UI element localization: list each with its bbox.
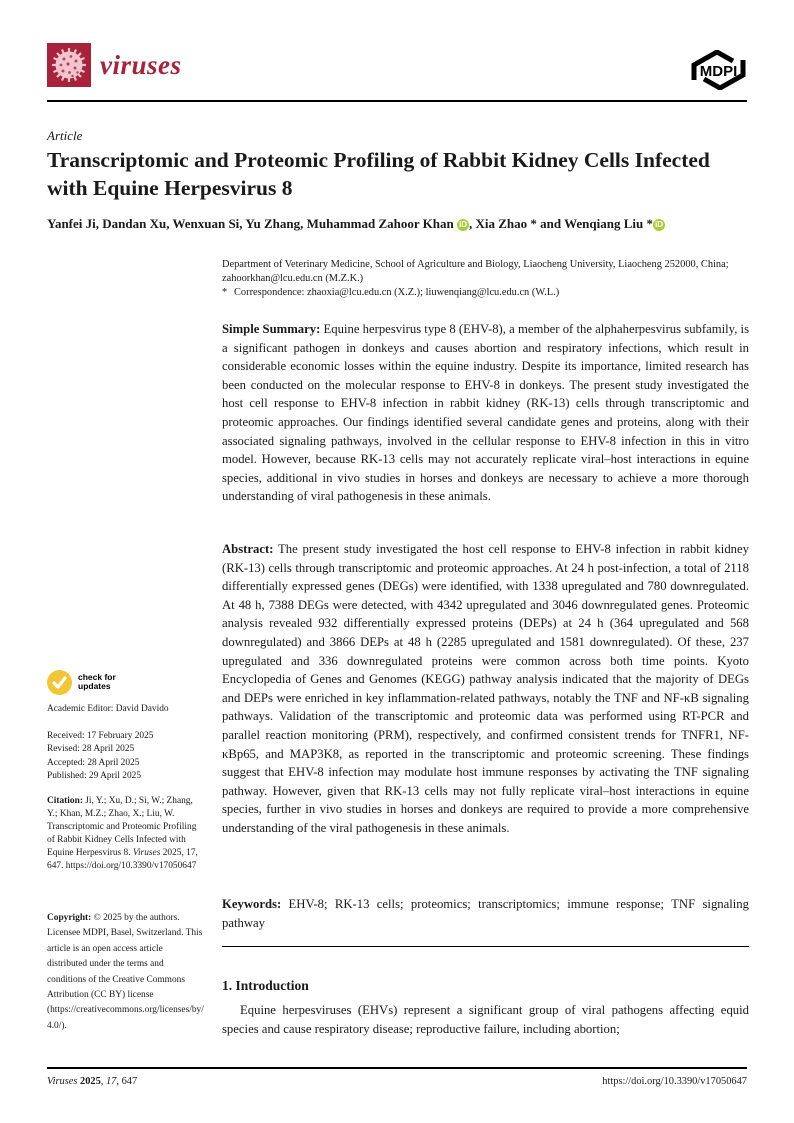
check-for-updates-label: check for updates [78, 671, 116, 691]
simple-summary-label: Simple Summary: [222, 322, 321, 336]
orcid-icon[interactable]: iD [655, 220, 663, 229]
citation-rest: 2025, 17, 647. https://doi.org/10.3390/v17050647 [47, 848, 198, 871]
check-for-updates-badge[interactable] [47, 667, 167, 697]
authors-part2: , Xia Zhao * and Wenqiang Liu * [469, 216, 653, 231]
citation-text: Ji, Y.; Xu, D.; Si, W.; Zhang, Y.; Khan, M.Z.; Zhao, X.; Liu, W. Transcriptomic and Proteomic Profiling of Rabbit Kidney Cells Infected with Equine Herpesvirus 8. [47, 796, 197, 858]
revised-date: Revised: 28 April 2025 [47, 744, 135, 755]
authors-part1: Yanfei Ji, Dandan Xu, Wenxuan Si, Yu Zhang, Muhammad Zahoor Khan [47, 216, 457, 231]
footer-journal: Viruses [47, 1076, 80, 1087]
correspondence-text: Correspondence: zhaoxia@lcu.edu.cn (X.Z.); liuwenqiang@lcu.edu.cn (W.L.) [234, 286, 560, 298]
page-title: Transcriptomic and Proteomic Profiling of Rabbit Kidney Cells Infected with Equine Herpesvirus 8 [47, 148, 710, 200]
simple-summary [222, 320, 749, 506]
citation-block [47, 795, 204, 873]
affiliation-line: Department of Veterinary Medicine, School of Agriculture and Biology, Liaocheng University, Liaocheng 252000, China; zahoorkhan@lcu.edu.cn (M.Z.K.) [222, 259, 729, 284]
affiliation-block [222, 258, 752, 299]
footer-volume: , 17 [100, 1076, 117, 1087]
citation-journal: Viruses [132, 848, 161, 858]
copyright-label: Copyright: [47, 913, 92, 923]
footer-divider [47, 1067, 747, 1069]
footer-page: , 647 [116, 1076, 138, 1087]
journal-wordmark: viruses [100, 50, 182, 80]
article-type-label: Article [47, 128, 83, 143]
keywords [222, 895, 749, 932]
svg-text:MDPI: MDPI [699, 63, 738, 80]
academic-editor-line: Academic Editor: David Davido [47, 704, 169, 714]
viruses-journal-logo-icon [47, 43, 91, 87]
header-divider [47, 100, 747, 102]
keywords-divider [222, 946, 749, 947]
accepted-date: Accepted: 28 April 2025 [47, 757, 140, 768]
mdpi-logo-icon [690, 50, 747, 90]
correspondence-marker: * [222, 286, 228, 298]
citation-label: Citation: [47, 796, 83, 806]
abstract-label: Abstract: [222, 542, 274, 556]
footer-journal-reference [47, 1076, 137, 1087]
section-heading-introduction: 1. Introduction [222, 978, 309, 993]
copyright-text: © 2025 by the authors. Licensee MDPI, Basel, Switzerland. This article is an open access article distributed under the terms and conditions of the Creative Commons Attribution (CC BY) license (https://creativecommons.org/licenses/by/4.0/). [47, 913, 204, 1031]
footer-year: 2025 [80, 1076, 101, 1087]
checkmark-icon [47, 670, 72, 695]
correspondence-line [222, 286, 752, 300]
abstract [222, 540, 749, 838]
abstract-text: The present study investigated the host cell response to EHV-8 infection in rabbit kidney (RK-13) cells through transcriptomic and proteomic approaches. At 24 h post-infection, a total of 2118 differentially expressed genes (DEGs) were identified, with 1338 upregulated and 780 downregulated. At 48 h, 7388 DEGs were detected, with 4342 upregulated and 3046 downregulated genes. Proteomic analysis revealed 932 differentially expressed proteins (DEPs) at 24 h (364 upregulated and 568 downregulated) and 3866 DEPs at 48 h (2285 upregulated and 1581 downregulated). Of these, 237 upregulated and 336 downregulated proteins were common across both time points. Kyoto Encyclopedia of Genes and Genomes (KEGG) pathway analysis indicated that the majority of DEGs and DEPs were enriched in key inflammation-related pathways, notably the TNF and NF-κB signaling pathways. Validation of the transcriptomic and proteomic data was performed using RT-PCR and parallel reaction monitoring (PRM), respectively, and confirmed consistent trends for TNFR1, NF-κBp65, and MAP3K8, as reported in the transcriptomic and proteomic screening. These findings suggest that EHV-8 infection may modulate host immune responses by activating the TNF signaling pathway. However, given that RK-13 cells may not fully replicate viral–host interactions in equine species, further in vivo studies in horses and donkeys are required to provide a more comprehensive understanding of the viral pathogenesis in these animals. [222, 542, 749, 835]
author-line [47, 215, 759, 232]
orcid-icon[interactable]: iD [459, 220, 467, 229]
footer-doi-link[interactable]: https://doi.org/10.3390/v17050647 [602, 1076, 747, 1087]
history-dates [47, 730, 204, 784]
published-date: Published: 29 April 2025 [47, 771, 142, 782]
simple-summary-text: Equine herpesvirus type 8 (EHV-8), a member of the alphaherpesvirus subfamily, is a significant pathogen in donkeys and causes abortion and respiratory infections, which result in considerable economic losses within the equine industry. Despite its importance, limited research has been conducted on the molecular response to EHV-8 in donkeys. The present study investigated the host cell response to EHV-8 infection in rabbit kidney (RK-13) cells through transcriptomic and proteomic approaches. Our findings identified several candidate genes and proteins, along with their associated signaling pathways, involved in the cellular response to EHV-8 infection in this in vitro model. However, because RK-13 cells may not accurately replicate viral–host interactions in equine species, additional in vivo studies in horses and donkeys are necessary to achieve a more thorough understanding of viral pathogenesis in these animals. [222, 322, 750, 504]
keywords-label: Keywords: [222, 897, 282, 911]
introduction-paragraph: Equine herpesviruses (EHVs) represent a significant group of viral pathogens affecting equid species and cause respiratory disease; reproductive failure, including abortion; [222, 1003, 749, 1036]
copyright-block [47, 911, 204, 1034]
received-date: Received: 17 February 2025 [47, 731, 154, 741]
keywords-text: EHV-8; RK-13 cells; proteomics; transcriptomics; immune response; TNF signaling pathway [222, 897, 749, 930]
